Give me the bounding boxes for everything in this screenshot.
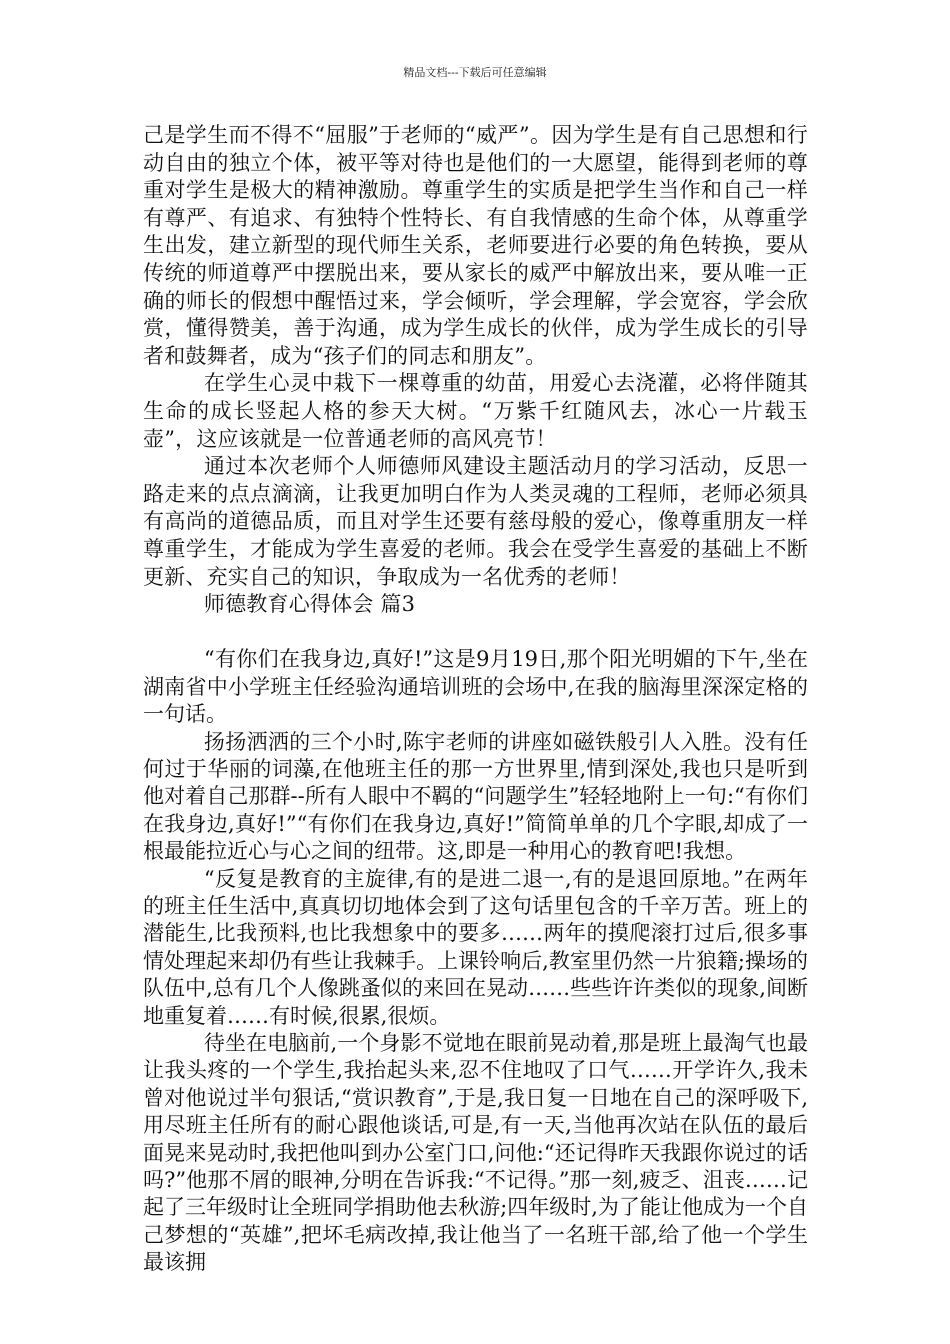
- blank-line: [143, 619, 808, 647]
- paragraph-5: 扬扬洒洒的三个小时,陈宇老师的讲座如磁铁般引人入胜。没有任何过于华丽的词藻,在他班主任的那一方世界里,情到深处,我也只是听到他对着自己那群--所有人眼中不羁的“问题学生”轻轻地附上一句:“有你们在我身边,真好!”“有你们在我身边,真好!”简简单单的几个字眼,却成了一根最能拉近心与心之间的纽带。这,即是一种用心的教育吧!我想。: [143, 729, 808, 864]
- document-body: [143, 122, 808, 1277]
- paragraph-3: 通过本次老师个人师德师风建设主题活动月的学习活动，反思一路走来的点点滴滴，让我更加明白作为人类灵魂的工程师，老师必须具有高尚的道德品质，而且对学生还要有慈母般的爱心，像尊重朋友一样尊重学生，才能成为学生喜爱的老师。我会在受学生喜爱的基础上不断更新、充实自己的知识，争取成为一名优秀的老师！: [143, 454, 808, 589]
- paragraph-1: 己是学生而不得不“屈服”于老师的“威严”。因为学生是有自己思想和行动自由的独立个体，被平等对待也是他们的一大愿望，能得到老师的尊重对学生是极大的精神激励。尊重学生的实质是把学生当作和自己一样有尊严、有追求、有独特个性特长、有自我情感的生命个体，从尊重学生出发，建立新型的现代师生关系，老师要进行必要的角色转换，要从传统的师道尊严中摆脱出来，要从家长的威严中解放出来，要从唯一正确的师长的假想中醒悟过来，学会倾听，学会理解，学会宽容，学会欣赏，懂得赞美，善于沟通，成为学生成长的伙伴，成为学生成长的引导者和鼓舞者，成为“孩子们的同志和朋友”。: [143, 123, 808, 368]
- page-header: 精品文档---下载后可任意编辑: [403, 66, 547, 79]
- section-title: 师德教育心得体会 篇3: [203, 592, 416, 617]
- paragraph-6: “反复是教育的主旋律,有的是进二退一,有的是退回原地。”在两年的班主任生活中,真真切切地体会到了这句话里包含的千辛万苦。班上的潜能生,比我预料,也比我想象中的要多……两年的摸爬滚打过后,很多事情处理起来却仍有些让我棘手。上课铃响后,教室里仍然一片狼籍;操场的队伍中,总有几个人像跳蚤似的来回在晃动……些些许许类似的现象,间断地重复着……有时候,很累,很烦。: [143, 866, 808, 1028]
- paragraph-7: 待坐在电脑前,一个身影不觉地在眼前晃动着,那是班上最淘气也最让我头疼的一个学生,我抬起头来,忍不住地叹了口气……开学许久,我未曾对他说过半句狠话,“赏识教育”,于是,我日复一日地在自己的深呼吸下,用尽班主任所有的耐心跟他谈话,可是,有一天,当他再次站在队伍的最后面晃来晃动时,我把他叫到办公室门口,问他:“还记得昨天我跟你说过的话吗?”他那不屑的眼神,分明在告诉我:“不记得。”那一刻,疲乏、沮丧……记起了三年级时让全班同学捐助他去秋游;四年级时,为了能让他成为一个自己梦想的“英雄”,把坏毛病改掉,我让他当了一名班干部,给了他一个学生最该拥: [143, 1030, 808, 1275]
- paragraph-4: “有你们在我身边,真好!”这是9月19日,那个阳光明媚的下午,坐在湖南省中小学班主任经验沟通培训班的会场中,在我的脑海里深深定格的一句话。: [143, 647, 808, 727]
- paragraph-2: 在学生心灵中栽下一棵尊重的幼苗，用爱心去浇灌，必将伴随其生命的成长竖起人格的参天大树。“万紫千红随风去，冰心一片载玉壶”，这应该就是一位普通老师的高风亮节！: [143, 371, 808, 451]
